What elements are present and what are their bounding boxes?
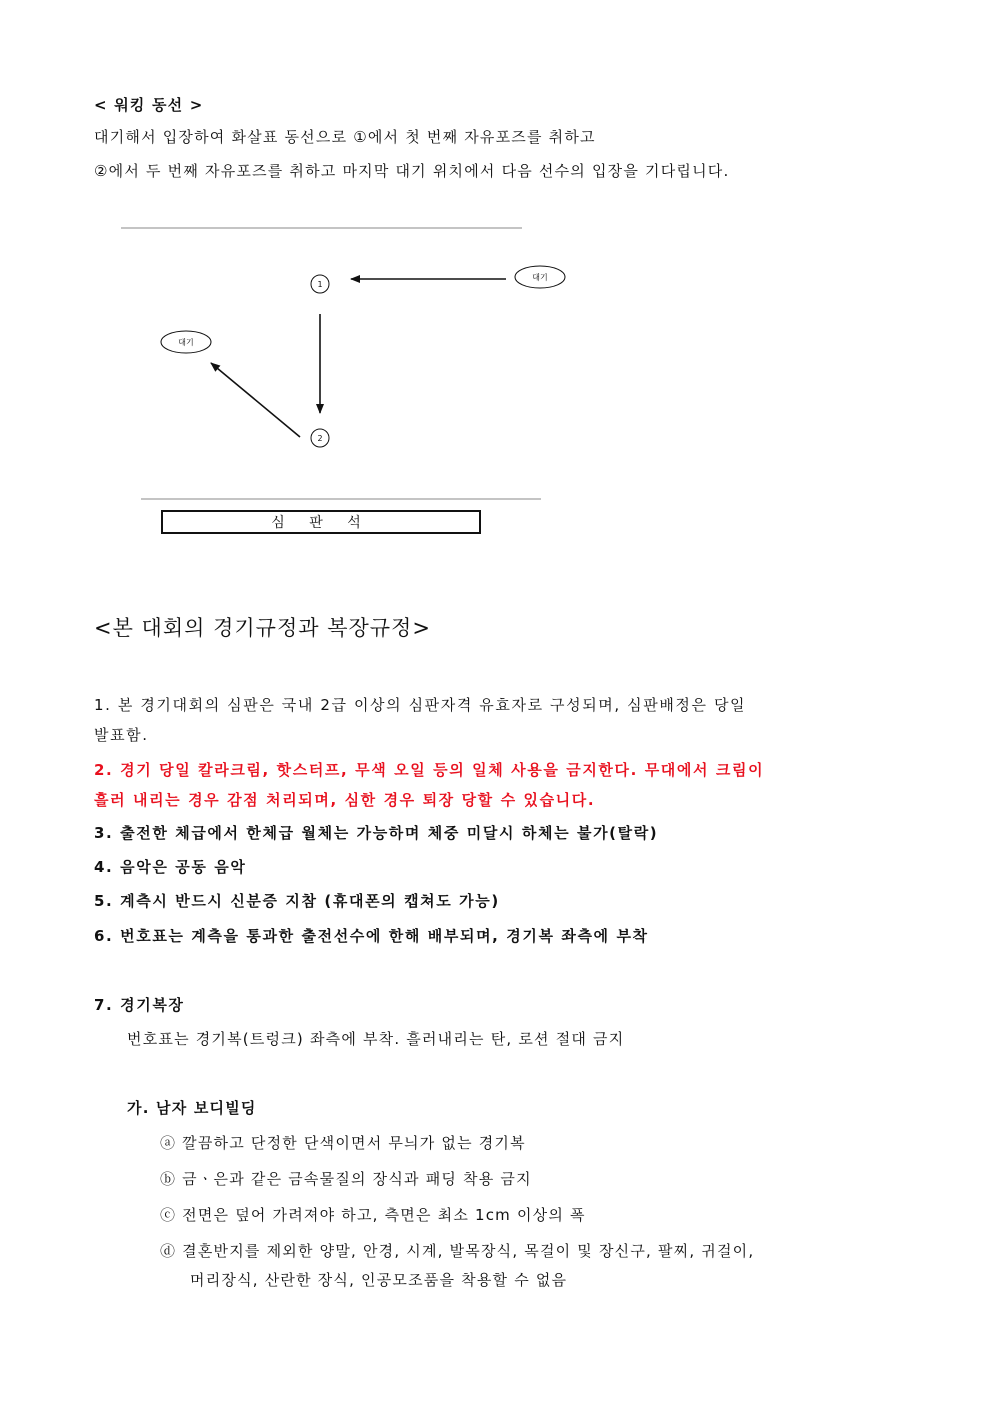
walking-route-title: < 워킹 동선 > [94, 96, 204, 114]
rules-heading: <본 대회의 경기규정과 복장규정> [94, 616, 431, 640]
rule-2-line-1: 2. 경기 당일 칼라크림, 핫스터프, 무색 오일 등의 일체 사용을 금지한다. 무대에서 크림이 [94, 761, 765, 779]
pose-point-1-label: 1 [317, 280, 323, 289]
mens-rule-b: ⓑ 금ㆍ은과 같은 금속물질의 장식과 패딩 착용 금지 [160, 1170, 532, 1188]
rule-4: 4. 음악은 공동 음악 [94, 858, 247, 876]
walking-route-line-1: 대기해서 입장하여 화살표 동선으로 ①에서 첫 번째 자유포즈를 취하고 [94, 128, 596, 146]
rule-6: 6. 번호표는 계측을 통과한 출전선수에 한해 배부되며, 경기복 좌측에 부착 [94, 927, 649, 945]
wait-label-left: 대기 [178, 338, 194, 347]
rule-7-description: 번호표는 경기복(트렁크) 좌측에 부착. 흘러내리는 탄, 로션 절대 금지 [127, 1030, 625, 1048]
rule-1-line-1: 1. 본 경기대회의 심판은 국내 2급 이상의 심판자격 유효자로 구성되며, 심판배정은 당일 [94, 696, 747, 714]
mens-bodybuilding-title: 가. 남자 보디빌딩 [127, 1099, 257, 1117]
arrow-point2-to-wait [211, 363, 300, 437]
rule-3: 3. 출전한 체급에서 한체급 월체는 가능하며 체중 미달시 하체는 불가(탈락) [94, 824, 659, 842]
mens-rule-d-line-2: 머리장식, 산란한 장식, 인공모조품을 착용할 수 없음 [190, 1271, 568, 1289]
wait-label-right: 대기 [532, 273, 548, 282]
rule-5: 5. 계측시 반드시 신분증 지참 (휴대폰의 캡쳐도 가능) [94, 892, 500, 910]
mens-rule-c: ⓒ 전면은 덮어 가려져야 하고, 측면은 최소 1cm 이상의 폭 [160, 1206, 586, 1224]
walking-route-diagram [0, 0, 992, 560]
judges-table-box [161, 510, 481, 534]
rule-7-title: 7. 경기복장 [94, 996, 185, 1014]
rule-1-line-2: 발표함. [94, 726, 149, 744]
mens-rule-a: ⓐ 깔끔하고 단정한 단색이면서 무늬가 없는 경기복 [160, 1134, 526, 1152]
walking-route-line-2: ②에서 두 번째 자유포즈를 취하고 마지막 대기 위치에서 다음 선수의 입장을 기다립니다. [94, 162, 730, 180]
mens-rule-d-line-1: ⓓ 결혼반지를 제외한 양말, 안경, 시계, 발목장식, 목걸이 및 장신구, 팔찌, 귀걸이, [160, 1242, 755, 1260]
rule-2-line-2: 흘러 내리는 경우 감점 처리되며, 심한 경우 퇴장 당할 수 있습니다. [94, 791, 596, 809]
pose-point-2-label: 2 [317, 434, 323, 443]
judges-table-label: 심 판 석 [271, 515, 371, 531]
